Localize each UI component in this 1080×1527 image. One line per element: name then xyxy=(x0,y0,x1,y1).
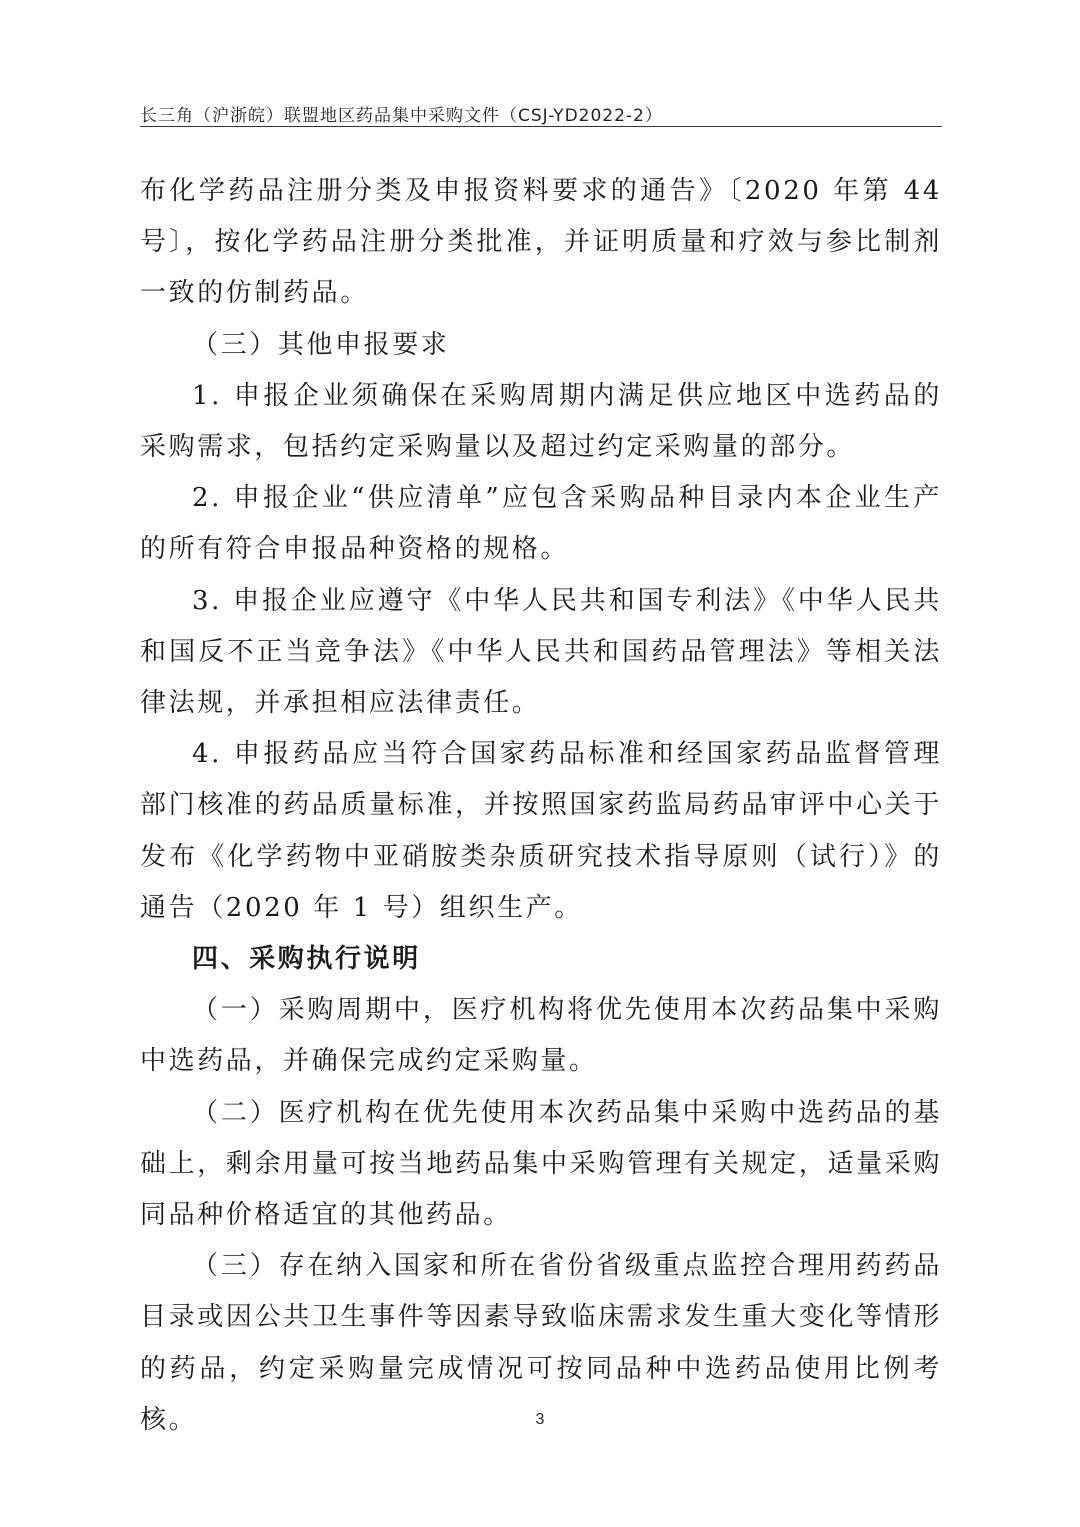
document-body xyxy=(140,166,942,1446)
header-divider xyxy=(140,126,942,127)
execution-item-3: （三）存在纳入国家和所在省份省级重点监控合理用药药品目录或因公共卫生事件等因素导致临床需求发生重大变化等情形的药品，约定采购量完成情况可按同品种中选药品使用比例考核。 xyxy=(140,1251,942,1435)
section-heading-procurement-execution: 四、采购执行说明 xyxy=(192,944,421,975)
requirement-item-3: 3. 申报企业应遵守《中华人民共和国专利法》《中华人民共和国反不正当竞争法》《中华人民共和国药品管理法》等相关法律法规，并承担相应法律责任。 xyxy=(140,585,942,719)
page-number: 3 xyxy=(535,1411,545,1428)
requirement-item-2: 2. 申报企业“供应清单”应包含采购品种目录内本企业生产的所有符合申报品种资格的规格。 xyxy=(140,483,942,565)
requirement-item-1: 1. 申报企业须确保在采购周期内满足供应地区中选药品的采购需求，包括约定采购量以及超过约定采购量的部分。 xyxy=(140,380,942,463)
document-header: 长三角（沪浙皖）联盟地区药品集中采购文件（CSJ-YD2022-2） xyxy=(140,106,663,126)
execution-item-2: （二）医疗机构在优先使用本次药品集中采购中选药品的基础上，剩余用量可按当地药品集中采购管理有关规定，适量采购同品种价格适宜的其他药品。 xyxy=(140,1097,942,1231)
requirement-item-4: 4. 申报药品应当符合国家药品标准和经国家药品监督管理部门核准的药品质量标准，并按照国家药监局药品审评中心关于发布《化学药物中亚硝胺类杂质研究技术指导原则（试行）》的通告（2020 年 1 号）组织生产。 xyxy=(140,739,942,923)
subsection-heading-other-requirements: （三）其他申报要求 xyxy=(192,329,450,360)
execution-item-1: （一）采购周期中，医疗机构将优先使用本次药品集中采购中选药品，并确保完成约定采购量。 xyxy=(140,995,942,1077)
paragraph-continuation: 布化学药品注册分类及申报资料要求的通告》〔2020 年第 44 号〕，按化学药品注册分类批准，并证明质量和疗效与参比制剂一致的仿制药品。 xyxy=(140,176,942,309)
